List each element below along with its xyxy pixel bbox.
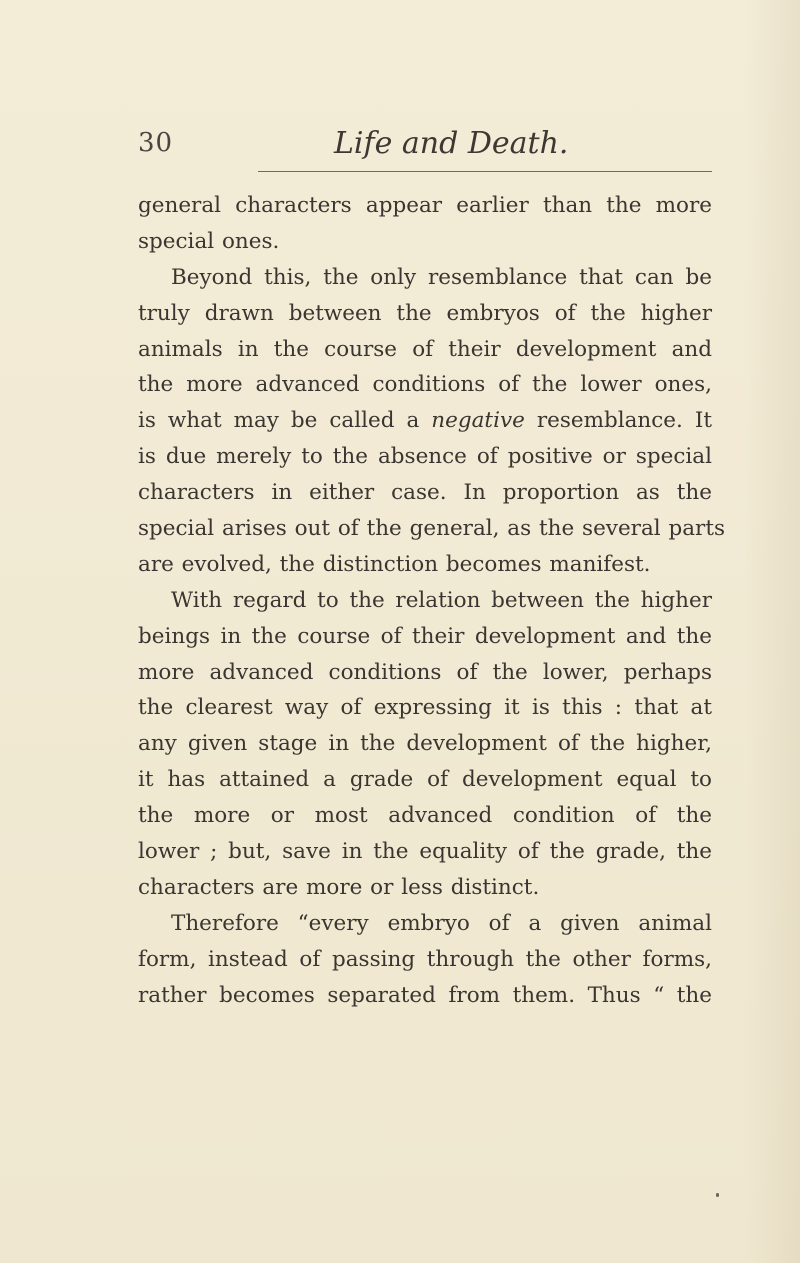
text-line: any given stage in the development of the higher, — [138, 731, 712, 757]
text-line: special arises out of the general, as the several parts — [138, 516, 726, 542]
text-line: lower ; but, save in the equality of the grade, the — [138, 839, 712, 865]
text-line: characters are more or less distinct. — [138, 874, 540, 900]
page-number: 30 — [138, 128, 174, 158]
running-title: Life and Death. — [334, 126, 569, 161]
text-line: the clearest way of expressing it is this : that at — [138, 695, 712, 721]
text-line: characters in either case. In proportion as the — [138, 480, 712, 506]
text-line: Beyond this, the only resemblance that can be — [171, 264, 712, 290]
text-line: is what may be called a negative resemblance. It — [138, 408, 712, 434]
text-line: Therefore “every embryo of a given animal — [171, 910, 712, 936]
text-line: is due merely to the absence of positive or special — [138, 444, 712, 470]
text-line: With regard to the relation between the higher — [171, 587, 712, 613]
text-line: the more advanced conditions of the lower ones, — [138, 372, 712, 398]
header-rule — [258, 171, 712, 172]
ink-speck — [716, 1193, 719, 1197]
text-line: animals in the course of their development and — [138, 336, 712, 362]
running-head — [138, 128, 718, 168]
text-line: it has attained a grade of development equal to — [138, 767, 712, 793]
text-line: are evolved, the distinction becomes manifest. — [138, 551, 651, 577]
text-line: special ones. — [138, 228, 280, 254]
text-line: beings in the course of their development and the — [138, 623, 712, 649]
text-line: rather becomes separated from them. Thus “ the — [138, 982, 712, 1008]
text-line: more advanced conditions of the lower, perhaps — [138, 659, 712, 685]
text-line: form, instead of passing through the other forms, — [138, 946, 712, 972]
body-text — [138, 188, 726, 1013]
text-line: truly drawn between the embryos of the higher — [138, 300, 712, 326]
text-line: the more or most advanced condition of the — [138, 803, 712, 829]
text-line: general characters appear earlier than the more — [138, 193, 712, 218]
